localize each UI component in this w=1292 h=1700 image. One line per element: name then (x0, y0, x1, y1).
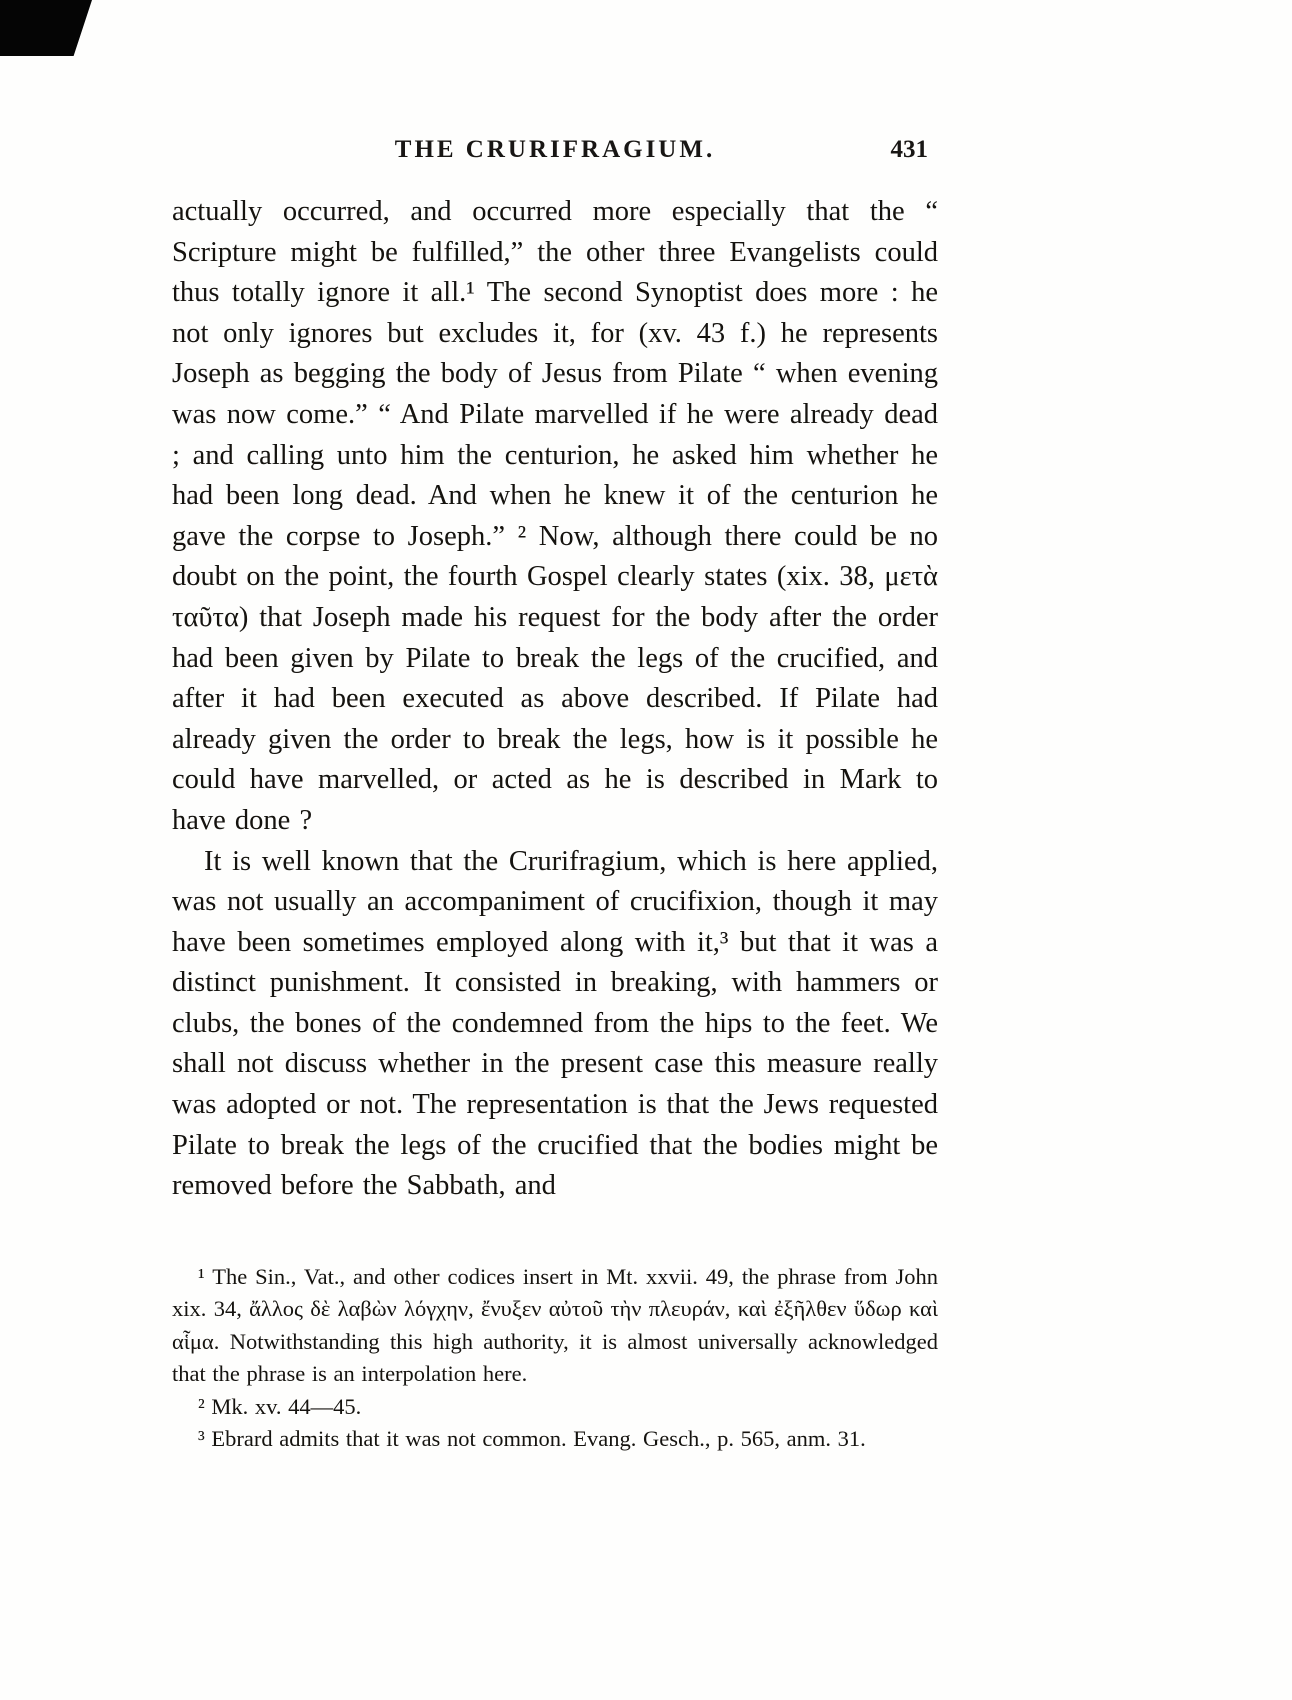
footnote-3: ³ Ebrard admits that it was not common. Evang. Gesch., p. 565, anm. 31. (198, 1426, 866, 1452)
running-title: THE CRURIFRAGIUM. (394, 136, 716, 163)
footnote-2: ² Mk. xv. 44—45. (198, 1393, 362, 1419)
scan-artifact-top-left-corner (0, 0, 92, 56)
body-text (172, 192, 938, 1207)
paragraph-1: actually occurred, and occurred more especially that the “ Scripture might be fulfilled,” the other three Evangelists could thus totally ignore it all.¹ The second Synoptist does more : he not only ignores but excludes it, for (xv. 43 f.) he represents Joseph as begging the body of Jesus from Pilate “ when evening was now come.” “ And Pilate marvelled if he were already dead ; and calling unto him the centurion, he asked him whether he had been long dead. And when he knew it of the centurion he gave the corpse to Joseph.” ² Now, although there could be no doubt on the point, the fourth Gospel clearly states (xix. 38, μετὰ ταῦτα) that Joseph made his request for the body after the order had been given by Pilate to break the legs of the crucified, and after it had been executed as above described. If Pilate had already given the order to break the legs, how is it possible he could have marvelled, or acted as he is described in Mark to have done ? (172, 196, 938, 836)
footnote-1: ¹ The Sin., Vat., and other codices insert in Mt. xxvii. 49, the phrase from John xix. 34, ἄλλος δὲ λαβὼν λόγχην, ἔνυξεν αὐτοῦ τὴν πλευράν, καὶ ἐξῆλθεν ὕδωρ καὶ αἷμα. Notwithstanding this high authority, it is almost universally acknowledged that the phrase is an interpolation here. (172, 1263, 938, 1387)
running-header (172, 136, 938, 170)
page-content (172, 136, 938, 1456)
paragraph-2: It is well known that the Crurifragium, which is here applied, was not usually an accompaniment of crucifixion, though it may have been sometimes employed along with it,³ but that it was a distinct punishment. It consisted in breaking, with hammers or clubs, the bones of the condemned from the hips to the feet. We shall not discuss whether in the present case this measure really was adopted or not. The representation is that the Jews requested Pilate to break the legs of the crucified that the bodies might be removed before the Sabbath, and (172, 845, 938, 1202)
footnotes-section (172, 1261, 938, 1456)
page-number: 431 (890, 136, 928, 163)
